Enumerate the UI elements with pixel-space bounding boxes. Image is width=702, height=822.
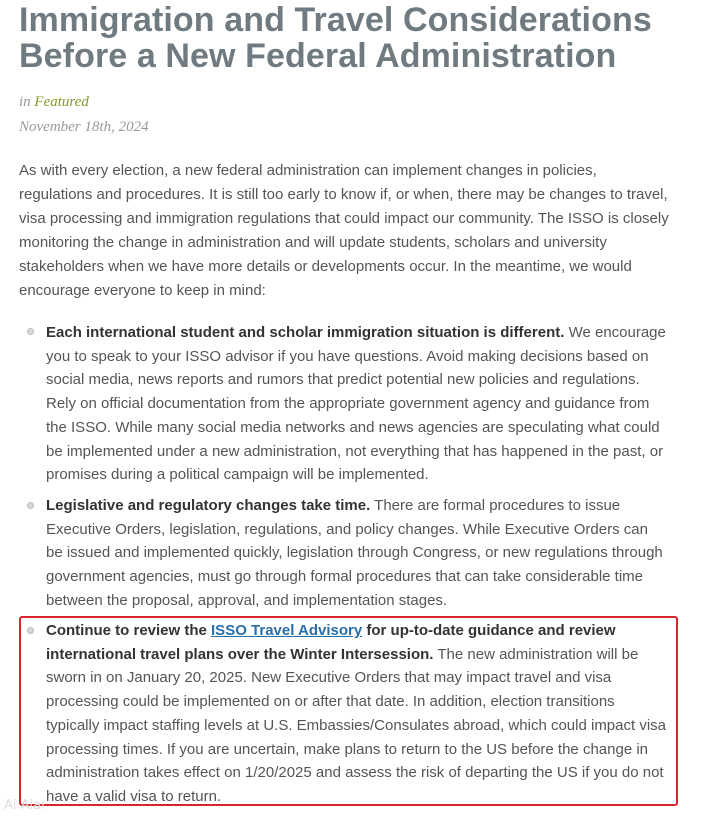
bullet-body: The new administration will be sworn in on January 20, 2025. New Executive Orders that may impact travel and visa processing could be implemented on or after that date. In addition, election transitions typically impact staffing levels at U.S. Embassies/Consulates abroad, which could impact visa processing times. If you are uncertain, make plans to return to the US before the change in administration takes effect on 1/20/2025 and assess the risk of departing the US if you do not have a valid visa to return. bbox=[46, 645, 667, 805]
category-prefix: in bbox=[19, 94, 31, 110]
intro-paragraph: As with every election, a new federal administration can implement changes in policies, regulations and procedures. It is still too early to know if, or when, there may be changes to travel, visa processing and immigration regulations that could impact our community. The ISSO is closely monitoring the change in administration and will update students, scholars and university stakeholders when we have more details or developments occur. In the meantime, we would encourage everyone to keep in mind: bbox=[19, 162, 669, 299]
watermark: Ai Aiai bbox=[4, 798, 45, 813]
isso-travel-advisory-link[interactable]: ISSO Travel Advisory bbox=[211, 622, 363, 639]
bullet-text bbox=[46, 494, 668, 613]
highlight-annotation-box bbox=[19, 616, 678, 806]
bullet-heading: Each international student and scholar immigration situation is different. bbox=[46, 324, 565, 341]
category-link-featured[interactable]: Featured bbox=[34, 94, 89, 110]
bullet-heading-part: for up-to-date guidance and review international travel plans over the Winter Intersession. bbox=[46, 622, 616, 663]
bullet-body: We encourage you to speak to your ISSO advisor if you have questions. Avoid making decisions based on social media, news reports and rumors that predict potential new policies and regulations. Rely on official documentation from the appropriate government agency and guidance from the ISSO. While many social media networks and news agencies are speculating what could be implemented under a new administration, not everything that has happened in the past, or promises during a political campaign will be implemented. bbox=[46, 324, 666, 484]
bullet-heading: Legislative and regulatory changes take time. bbox=[46, 497, 371, 514]
bullet-body: There are formal procedures to issue Executive Orders, legislation, regulations, and policy changes. While Executive Orders can be issued and implemented quickly, legislation through Congress, or new regulations through government agencies, must go through formal procedures that can take considerable time between the proposal, approval, and implementation stages. bbox=[46, 497, 663, 609]
bullet-heading-part: Continue to review the bbox=[46, 622, 212, 639]
bullet-icon bbox=[27, 502, 34, 509]
post-date: November 18th, 2024 bbox=[19, 119, 149, 135]
bullet-icon bbox=[27, 328, 34, 335]
bullet-text bbox=[46, 321, 668, 487]
post-category bbox=[19, 93, 89, 111]
article-title: Immigration and Travel Considerations Before a New Federal Administration bbox=[19, 1, 652, 75]
